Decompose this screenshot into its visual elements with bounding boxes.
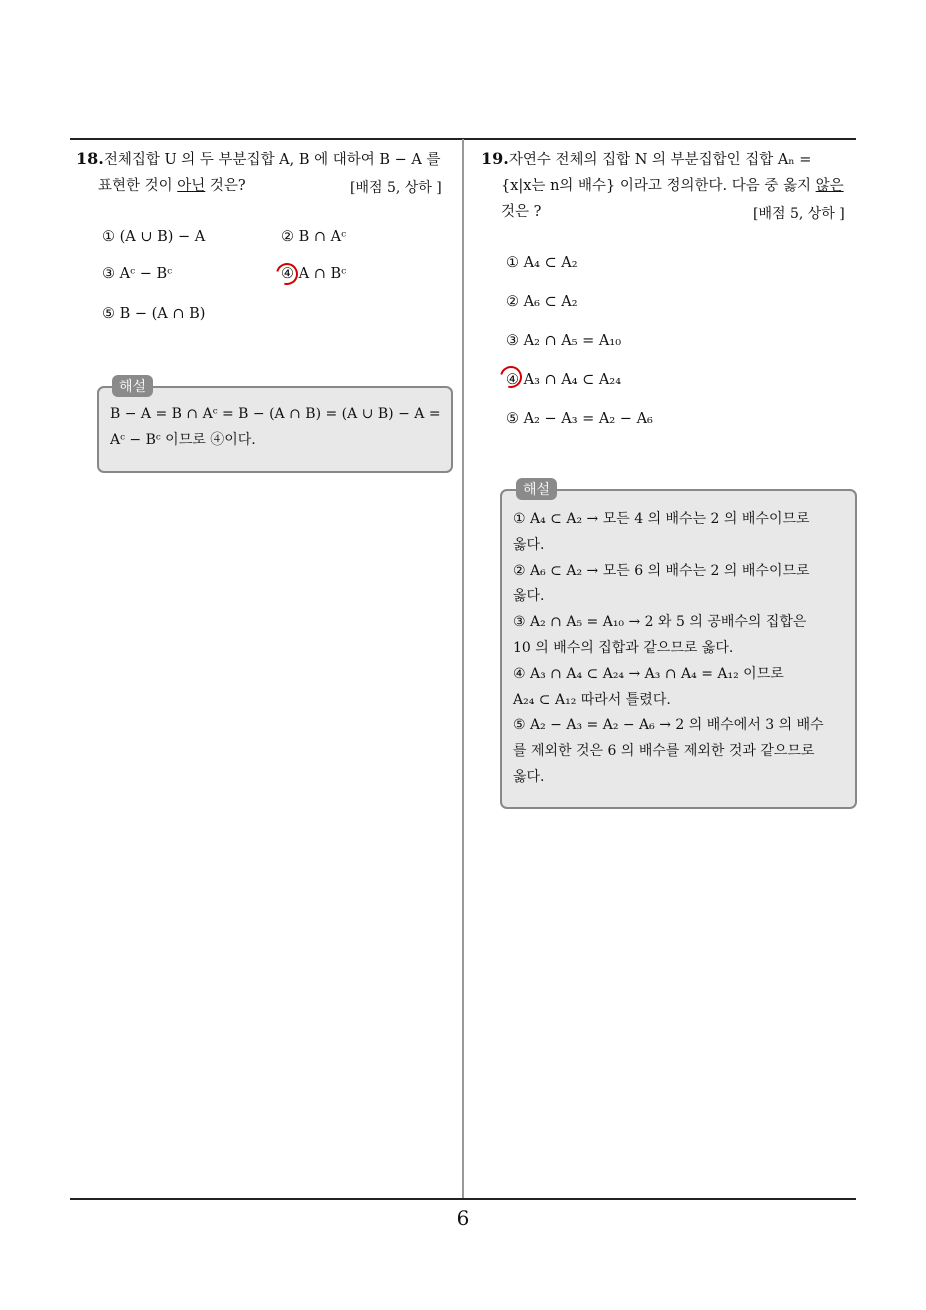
q19-solution-line: A₂₄ ⊂ A₁₂ 따라서 틀렸다.	[513, 691, 671, 708]
q19-solution-line: 옳다.	[513, 588, 545, 605]
q18-option-1[interactable]: ① (A ∪ B) − A	[102, 229, 206, 245]
q19-option-4[interactable]: ④ A₃ ∩ A₄ ⊂ A₂₄	[506, 372, 622, 388]
question-18-line1: 전체집합 U 의 두 부분집합 A, B 에 대하여 B − A 를	[103, 152, 441, 168]
q18-solution-line: B − A = B ∩ Aᶜ = B − (A ∩ B) = (A ∪ B) − A =	[110, 406, 441, 422]
q19-solution-line: ⑤ A₂ − A₃ = A₂ − A₆ → 2 의 배수에서 3 의 배수	[513, 717, 824, 734]
question-18-line2: 표현한 것이	[98, 178, 178, 194]
q19-solution-line: ② A₆ ⊂ A₂ → 모든 6 의 배수는 2 의 배수이므로	[513, 562, 810, 579]
q19-option-2[interactable]: ② A₆ ⊂ A₂	[506, 294, 578, 310]
question-19-line2: {x|x는 n의 배수} 이라고 정의한다. 다음 중 옳지	[501, 178, 816, 194]
question-19-line1: 자연수 전체의 집합 N 의 부분집합인 집합 Aₙ =	[508, 152, 812, 168]
q19-solution-line: ① A₄ ⊂ A₂ → 모든 4 의 배수는 2 의 배수이므로	[513, 511, 810, 527]
bottom-rule	[70, 1198, 856, 1200]
question-18-line2-end: 것은?	[205, 178, 246, 194]
q19-solution-tag: 해설	[516, 478, 557, 500]
column-divider	[462, 139, 464, 1199]
q18-option-3[interactable]: ③ Aᶜ − Bᶜ	[102, 266, 173, 282]
question-18-score: [배점 5, 상하 ]	[350, 180, 442, 196]
q19-solution-line: ④ A₃ ∩ A₄ ⊂ A₂₄ → A₃ ∩ A₄ = A₁₂ 이므로	[513, 665, 784, 682]
q18-option-4[interactable]: ④ A ∩ Bᶜ	[281, 266, 347, 282]
q19-solution-line: 를 제외한 것은 6 의 배수를 제외한 것과 같으므로	[513, 743, 815, 760]
question-18-emphasis: 아닌	[177, 178, 206, 194]
q19-solution-line: 옳다.	[513, 768, 545, 785]
answer-mark-circle	[272, 259, 302, 289]
q18-option-5[interactable]: ⑤ B − (A ∩ B)	[102, 306, 206, 322]
question-18-number: 18.	[76, 149, 104, 168]
q18-solution-tag: 해설	[112, 375, 153, 397]
q19-option-5[interactable]: ⑤ A₂ − A₃ = A₂ − A₆	[506, 411, 653, 427]
q19-solution-text	[513, 507, 848, 791]
page-number: 6	[456, 1206, 470, 1230]
q19-solution-line: 10 의 배수의 집합과 같으므로 옳다.	[513, 639, 734, 656]
question-19-emphasis: 않은	[815, 178, 844, 194]
q19-option-1[interactable]: ① A₄ ⊂ A₂	[506, 255, 578, 271]
question-19-number: 19.	[481, 149, 509, 168]
q19-solution-line: ③ A₂ ∩ A₅ = A₁₀ → 2 와 5 의 공배수의 집합은	[513, 614, 807, 631]
q19-solution-line: 옳다.	[513, 536, 545, 553]
q18-solution-line: Aᶜ − Bᶜ 이므로 ④이다.	[110, 431, 256, 448]
q19-option-3[interactable]: ③ A₂ ∩ A₅ = A₁₀	[506, 333, 622, 349]
question-19-line3: 것은 ?	[501, 204, 542, 220]
question-19-score: [배점 5, 상하 ]	[753, 206, 845, 222]
q18-option-2[interactable]: ② B ∩ Aᶜ	[281, 229, 347, 245]
q18-solution-text	[110, 402, 445, 454]
